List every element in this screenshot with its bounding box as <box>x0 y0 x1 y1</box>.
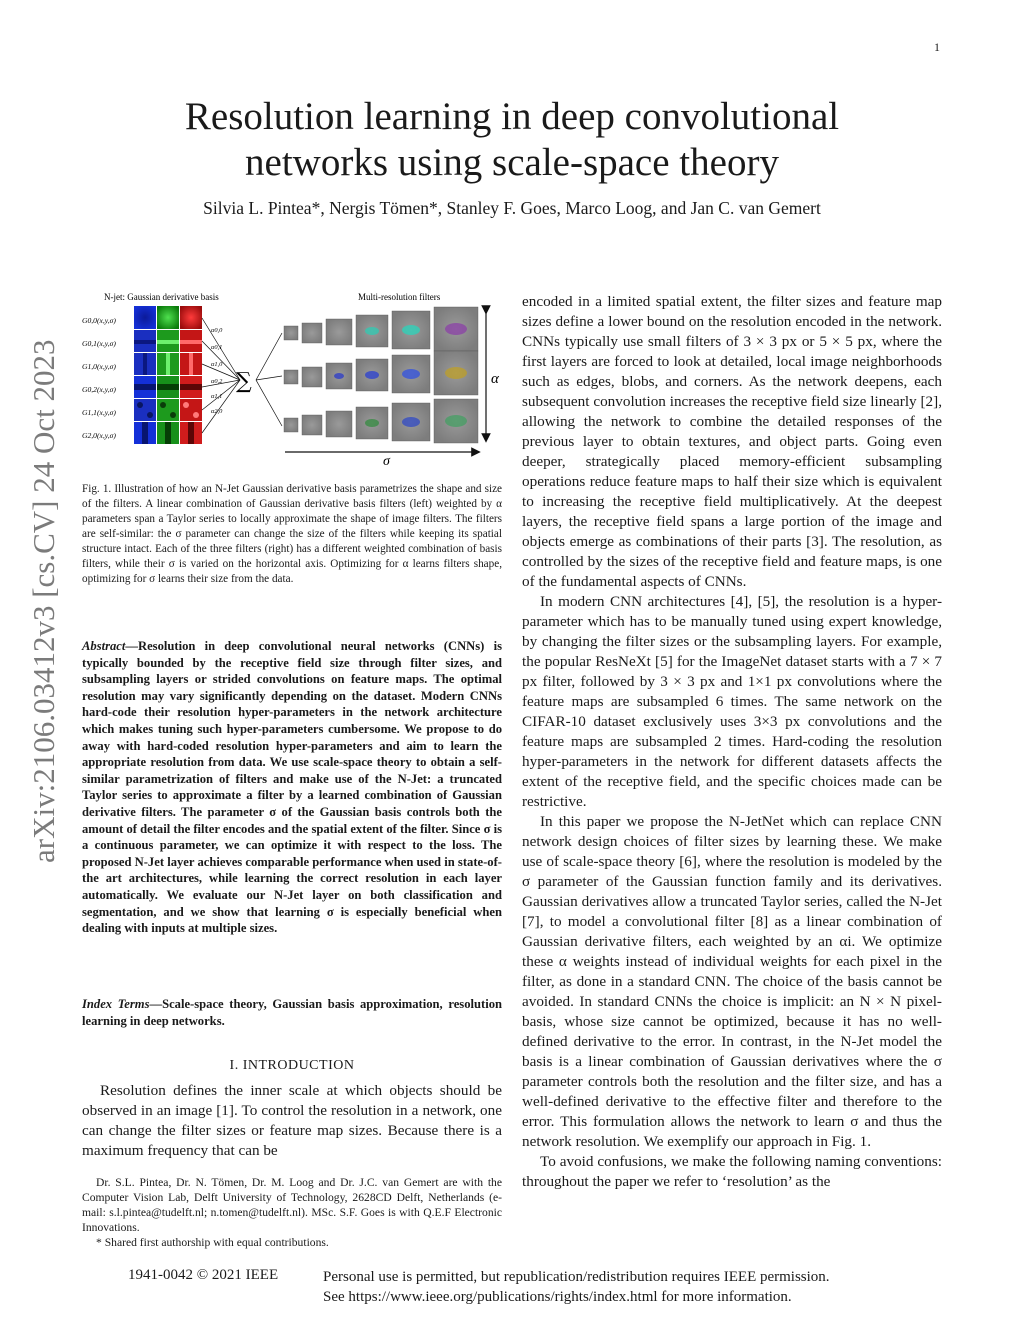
basis-grid <box>134 306 202 444</box>
body-paragraph: To avoid confusions, we make the following naming conventions: throughout the paper we refer to ‘resolution’ as the <box>522 1153 942 1190</box>
alpha-label: α2,0 <box>211 408 223 415</box>
footnote-equal-contribution: * Shared first authorship with equal contributions. <box>96 1236 329 1249</box>
author-list: Silvia L. Pintea*, Nergis Tömen*, Stanley F. Goes, Marco Loog, and Jan C. van Gemert <box>203 198 821 218</box>
figure-right-heading: Multi-resolution filters <box>358 292 441 302</box>
figure-caption: Fig. 1. Illustration of how an N-Jet Gaussian derivative basis parametrizes the shape and size of the filters. A linear combination of Gaussian derivative basis filters (left) weighted by α parameters span a Taylor series to locally approximate the shape of image filters. The filters are self-similar: the σ parameter can change the size of the filters while keeping its spatial structure intact. Each of the three filters (right) has a different weighted combination of basis filters, while their σ is varied on the horizontal axis. Optimizing for α learns filters shape, optimizing for σ learns their size from the data. <box>82 483 502 585</box>
basis-label: G2,0(x,y,σ) <box>82 431 116 440</box>
body-paragraph: In this paper we propose the N-JetNet which can replace CNN network design choices of filter sizes by learning these. We make use of scale-space theory [6], where the resolution is modeled by the σ parameter of the Gaussian function family and its derivatives. Gaussian derivatives allow a truncated Taylor series, called the N-Jet [7], to model a convolutional filter [8] as a linear combination of Gaussian derivative filters, each weighted by an αi. We optimize these α weights instead of individual weights for each pixel in the filter, as done in a standard CNN. The choice of the basis cannot be avoided. In standard CNNs the choice is implicit: an N × N pixel-basis, whose size cannot be optimized, because it has no well-defined derivative to the error. In contrast, in the N-Jet model the basis is a linear combination of Gaussian derivatives where the σ parameter controls both the resolution and the filter size, and has a well-defined derivative to the effective filter and therefore to the error. This formulation allows the network to learn σ and thus the network resolution. We exemplify our approach in Fig. 1. <box>522 813 942 1150</box>
filter-row <box>284 399 478 443</box>
basis-label: G0,2(x,y,σ) <box>82 385 116 394</box>
copyright-notice: 1941-0042 © 2021 IEEE <box>128 1267 279 1283</box>
intro-left-column <box>82 1081 502 1161</box>
abstract-label: Abstract <box>82 639 126 653</box>
abstract-text: —Resolution in deep convolutional neural networks (CNNs) is typically bounded by the receptive field size through filter sizes, and subsampling layers or strided convolutions on feature maps. The optimal resolution may vary significantly depending on the dataset. Modern CNNs hard-code their resolution hyper-parameters in the network architecture which makes tuning such hyper-parameters cumbersome. We propose to do away with hard-coded resolution hyper-parameters and aim to learn the appropriate resolution from data. We use scale-space theory to obtain a self-similar parametrization of filters and make use of the N-Jet: a truncated Taylor series to approximate a filter by a learned combination of Gaussian derivative filters. The parameter σ of the Gaussian basis controls both the amount of detail the filter encodes and the spatial extent of the filter. Since σ is a continuous parameter, we can optimize it with respect to the loss. The proposed N-Jet layer achieves comparable performance when used in state-of-the art architectures, while learning the correct resolution in each layer automatically. We evaluate our N-Jet layer on both classification and segmentation, and we show that learning σ is especially beneficial when dealing with inputs at multiple sizes. <box>82 639 502 936</box>
footnote-affiliations: Dr. S.L. Pintea, Dr. N. Tömen, Dr. M. Loog and Dr. J.C. van Gemert are with the Computer Vision Lab, Delft University of Technology, 2628CD Delft, Netherlands (e-mail: s.l.pintea@tudelft.nl; n.tomen@tudelft.nl). MSc. S.F. Goes is with Q.E.F Electronic Innovations. <box>82 1176 502 1234</box>
sigma-axis-label: σ <box>383 454 390 466</box>
basis-label: G1,1(x,y,σ) <box>82 408 116 417</box>
arxiv-stamp: arXiv:2106.03412v3 [cs.CV] 24 Oct 2023 <box>26 339 61 863</box>
filter-row <box>284 351 478 395</box>
index-terms <box>82 996 502 1029</box>
alpha-label: α1,1 <box>211 393 223 400</box>
permission-line: Personal use is permitted, but republication/redistribution requires IEEE permission. <box>323 1269 830 1285</box>
abstract <box>82 638 502 937</box>
figure-1-graphic <box>80 288 510 466</box>
intro-paragraph: Resolution defines the inner scale at which objects should be observed in an image [1]. To control the resolution in a network, one can change the filter sizes or feature map sizes. Because there is a maximum frequency that can be <box>82 1082 502 1159</box>
basis-label: G0,1(x,y,σ) <box>82 339 116 348</box>
alpha-label: α0,2 <box>211 378 223 385</box>
section-heading: I. INTRODUCTION <box>229 1058 355 1073</box>
figure-left-heading: N-jet: Gaussian derivative basis <box>104 292 219 302</box>
alpha-label: α0,1 <box>211 344 223 351</box>
permission-notice <box>323 1267 963 1307</box>
footnotes <box>82 1175 502 1250</box>
right-column <box>522 292 942 1192</box>
index-terms-text: —Scale-space theory, Gaussian basis approximation, resolution learning in deep networks. <box>82 997 503 1028</box>
body-paragraph: In modern CNN architectures [4], [5], the resolution is a hyper-parameter which has to be manually tuned using expert knowledge, by changing the filter sizes or the subsampling layers. For example, the popular ResNeXt [5] for the ImageNet dataset starts with a 7 × 7 px filter, followed by 3 × 3 px and 1×1 px convolutions where the feature maps are subsampled 6 times. The same network on the CIFAR-10 dataset exclusively uses 3×3 px convolutions and the feature maps are subsampled 2 times. Hard-coding the resolution hyper-parameters in the network for different datasets affects the extent of the receptive field, and the specific choices made can be restrictive. <box>522 593 942 810</box>
alpha-label: α1,0 <box>211 361 223 368</box>
permission-link-line[interactable]: See https://www.ieee.org/publications/rights/index.html for more information. <box>323 1289 792 1305</box>
body-paragraph: encoded in a limited spatial extent, the filter sizes and feature map sizes define a lower bound on the resolution encoded in the network. CNNs typically use small filters of 3 × 3 px or 5 × 5 px, where the first layers are forced to look at detailed, local image neighborhoods such as edges, blobs, and corners. As the network deepens, each subsequent convolution increases the receptive field size linearly [2], allowing the network to combine the detailed responses of the previous layer to obtain textures, and object parts. Going even deeper, strategically placed memory-efficient subsampling operations reduce feature maps to half their size which is equivalent to increasing the receptive field multiplicatively. At the deepest layers, the receptive field spans a large portion of the image and objects emerge as combinations of their parts [3]. The resolution, as controlled by the sizes of the receptive field and feature maps, is one of the fundamental aspects of CNNs. <box>522 293 942 590</box>
page-number: 1 <box>934 40 940 54</box>
filter-row <box>284 307 478 351</box>
basis-label: G1,0(x,y,σ) <box>82 362 116 371</box>
alpha-label: α0,0 <box>211 327 223 334</box>
index-terms-label: Index Terms <box>82 997 150 1011</box>
paper-title: Resolution learning in deep convolutional networks using scale-space theory <box>184 95 840 184</box>
figure-1 <box>80 288 510 466</box>
basis-label: G0,0(x,y,σ) <box>82 316 116 325</box>
alpha-axis-label: α <box>491 371 499 387</box>
sum-symbol: ∑ <box>236 369 252 394</box>
